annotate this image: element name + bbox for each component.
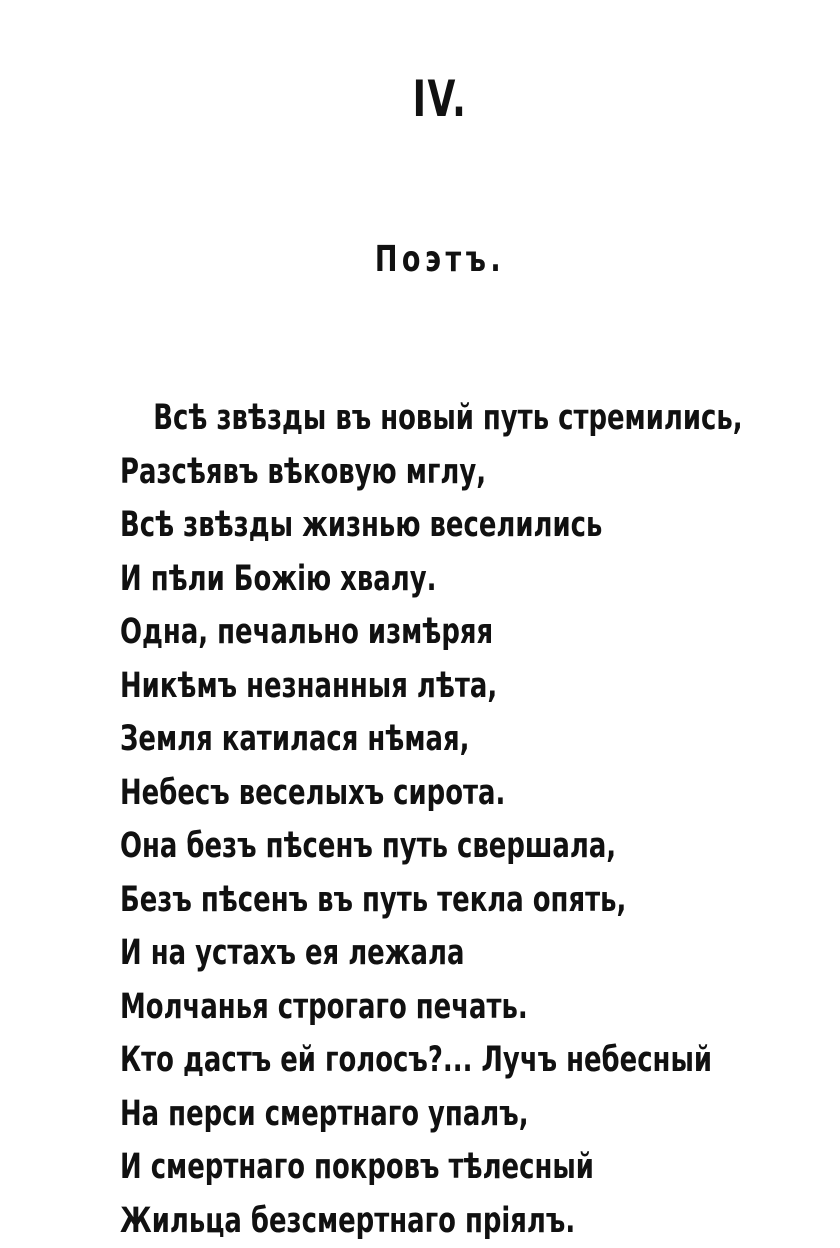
poem-line: Жильца безсмертнаго пріялъ. (120, 1195, 638, 1248)
poem-line: Всѣ звѣзды въ новый путь стремились, (120, 392, 638, 446)
chapter-number: IV. (123, 70, 757, 128)
poem-line: Земля катилася нѣмая, (120, 713, 638, 767)
poem-line: На перси смертнаго упалъ, (120, 1088, 638, 1142)
poem-line: Разсѣявъ вѣковую мглу, (120, 446, 638, 500)
poem-line: И смертнаго покровъ тѣлесный (120, 1141, 638, 1195)
poem-text (120, 392, 820, 1248)
poem-line: И на устахъ ея лежала (120, 927, 638, 981)
poem-line: Всѣ звѣзды жизнью веселились (120, 499, 638, 553)
poem-line: Она безъ пѣсенъ путь свершала, (120, 820, 638, 874)
poem-line: Безъ пѣсенъ въ путь текла опять, (120, 874, 638, 928)
poem-line: Одна, печально измѣряя (120, 606, 638, 660)
poem-line: Молчанья строгаго печать. (120, 981, 638, 1035)
poem-title: Поэтъ. (110, 239, 770, 280)
poem-line: И пѣли Божію хвалу. (120, 553, 638, 607)
poem-line: Кто дастъ ей голосъ?... Лучъ небесный (120, 1034, 638, 1088)
poem-line: Небесъ веселыхъ сирота. (120, 767, 638, 821)
poem-line: Никѣмъ незнанныя лѣта, (120, 660, 638, 714)
